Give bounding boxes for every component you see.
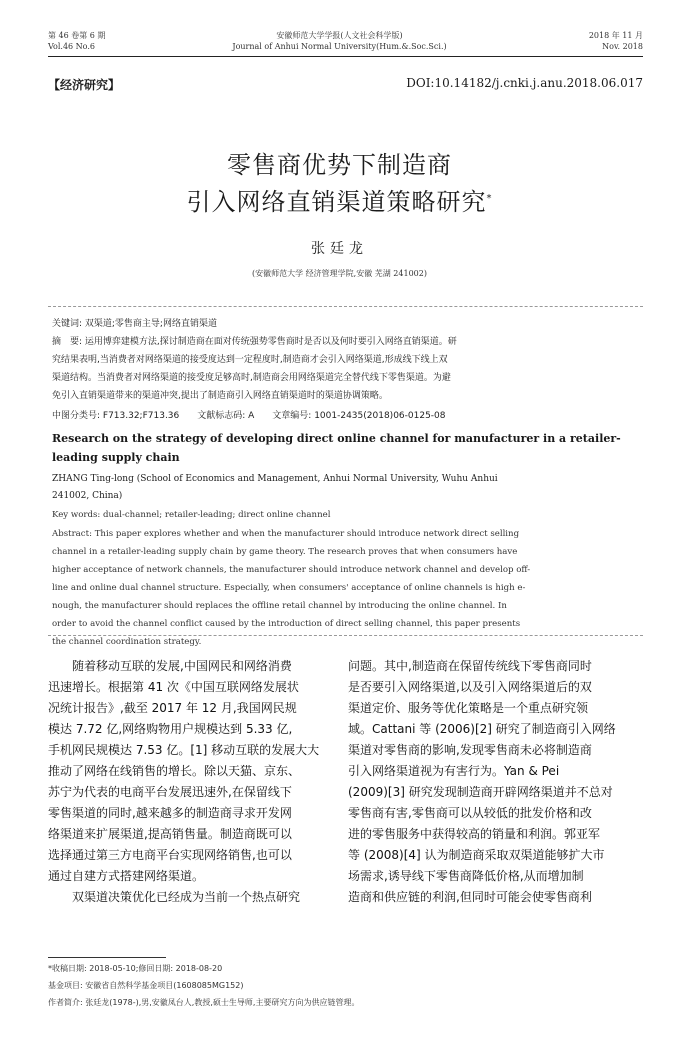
- author-name: 张廷龙: [311, 241, 368, 257]
- body-line: 况统计报告》,截至 2017 年 12 月,我国网民规: [48, 701, 297, 715]
- english-author-line2: 241002, China): [52, 491, 123, 501]
- body-line: 络渠道来扩展渠道,提高销售量。制造商既可以: [48, 827, 292, 841]
- body-line: 通过自建方式搭建网络渠道。: [48, 869, 205, 883]
- body-line: 推动了网络在线销售的增长。除以天猫、京东、: [48, 764, 301, 778]
- article-title-line1: 零售商优势下制造商: [227, 151, 452, 179]
- body-line: 等 (2008)[4] 认为制造商采取双渠道能够扩大市: [348, 848, 605, 862]
- issue-date-cn: 2018 年 11 月: [588, 31, 643, 40]
- section-tag: 【经济研究】: [48, 78, 121, 92]
- english-abstract-line: line and online dual channel structure. Especially, when consumers' acceptance of online channels is high e-: [52, 583, 526, 593]
- body-line: 手机网民规模达 7.53 亿。[1] 移动互联的发展大大: [48, 743, 320, 757]
- abstract-cn-line: 渠道结构。当消费者对网络渠道的接受度足够高时,制造商会用网络渠道完全替代线下零售渠道。为避: [52, 373, 451, 383]
- footnote-funding: 基金项目: 安徽省自然科学基金项目(1608085MG152): [48, 981, 244, 990]
- body-line: 造商和供应链的利润,但同时可能会使零售商利: [348, 890, 592, 904]
- footnote-rule: [48, 957, 166, 958]
- body-line: 随着移动互联的发展,中国网民和网络消费: [48, 659, 292, 673]
- english-title-line1: Research on the strategy of developing direct online channel for manufacturer in a retailer-: [52, 432, 621, 445]
- body-line: 苏宁为代表的电商平台发展迅速外,在保留线下: [48, 785, 292, 799]
- title-footnote-mark: *: [486, 193, 493, 204]
- keywords-cn: 关键词: 双渠道;零售商主导;网络直销渠道: [52, 319, 217, 329]
- abstract-cn-line: 究结果表明,当消费者对网络渠道的接受度达到一定程度时,制造商才会引入网络渠道,形成线下线上双: [52, 355, 448, 365]
- journal-name-en: Journal of Anhui Normal University(Hum.&.Soc.Sci.): [232, 42, 447, 51]
- body-line: 渠道对零售商的影响,发现零售商未必将制造商: [348, 743, 592, 757]
- english-abstract-line: Abstract: This paper explores whether and when the manufacturer should introduce network direct selling: [52, 529, 520, 539]
- body-line: 零售商有害,零售商可以从较低的批发价格和改: [348, 806, 592, 820]
- english-keywords: Key words: dual-channel; retailer-leading; direct online channel: [52, 510, 331, 520]
- body-line: 问题。其中,制造商在保留传统线下零售商同时: [348, 659, 592, 673]
- footnote-author-bio: 作者简介: 张廷龙(1978-),男,安徽凤台人,教授,硕士生导师,主要研究方向为供应链管理。: [48, 998, 360, 1007]
- article-title-line2-text: 引入网络直销渠道策略研究: [186, 188, 487, 216]
- english-abstract-line: the channel coordination strategy.: [52, 637, 202, 647]
- english-abstract-line: nough, the manufacturer should replaces the offline retail channel by introducing the online channel. In: [52, 601, 507, 611]
- header-rule: [48, 56, 643, 57]
- abstract-cn-line: 免引入直销渠道带来的渠道冲突,提出了制造商引入网络直销渠道时的渠道协调策略。: [52, 391, 388, 401]
- body-line: 模达 7.72 亿,网络购物用户规模达到 5.33 亿,: [48, 722, 293, 736]
- body-line: (2009)[3] 研究发现制造商开辟网络渠道并不总对: [348, 785, 613, 799]
- english-author-line1: ZHANG Ting-long (School of Economics and Management, Anhui Normal University, Wuhu Anhui: [52, 474, 498, 484]
- english-abstract-line: channel in a retailer-leading supply chain by game theory. The research proves that when consumers have: [52, 547, 518, 557]
- author-affiliation: (安徽师范大学 经济管理学院,安徽 芜湖 241002): [252, 269, 427, 278]
- volume-issue-en: Vol.46 No.6: [48, 42, 95, 51]
- doi: DOI:10.14182/j.cnki.j.anu.2018.06.017: [406, 76, 643, 90]
- volume-issue-cn: 第 46 卷第 6 期: [48, 31, 106, 40]
- body-line: 进的零售服务中获得较高的销量和利润。郭亚军: [348, 827, 601, 841]
- issue-date: [589, 30, 643, 52]
- english-title-line2: leading supply chain: [52, 451, 180, 464]
- body-line: 双渠道决策优化已经成为当前一个热点研究: [48, 890, 301, 904]
- body-line: 零售渠道的同时,越来越多的制造商寻求开发网: [48, 806, 292, 820]
- english-abstract-line: higher acceptance of network channels, the manufacturer should introduce network channel and develop off-: [52, 565, 531, 575]
- body-line: 渠道定价、服务等优化策略是一个重点研究领: [348, 701, 589, 715]
- journal-name-cn: 安徽师范大学学报(人文社会科学版): [276, 31, 403, 40]
- footnote-received: *收稿日期: 2018-05-10;修回日期: 2018-08-20: [48, 964, 223, 973]
- body-line: 场需求,诱导线下零售商降低价格,从而增加制: [348, 869, 584, 883]
- body-line: 引入网络渠道视为有害行为。Yan & Pei: [348, 764, 560, 778]
- body-line: 迅速增长。根据第 41 次《中国互联网络发展状: [48, 680, 299, 694]
- classification-line: 中图分类号: F713.32;F713.36 文献标志码: A 文章编号: 1001-2435(2018)06-0125-08: [52, 411, 446, 421]
- issue-date-en: Nov. 2018: [602, 42, 643, 51]
- english-abstract-line: order to avoid the channel conflict caused by the introduction of direct selling channel, this paper presents: [52, 619, 521, 629]
- journal-name: [0, 30, 679, 52]
- body-line: 域。Cattani 等 (2006)[2] 研究了制造商引入网络: [348, 722, 616, 736]
- abstract-cn-line: 摘 要: 运用博弈建模方法,探讨制造商在面对传统强势零售商时是否以及何时要引入网络直销渠道。研: [52, 337, 457, 347]
- body-line: 选择通过第三方电商平台实现网络销售,也可以: [48, 848, 292, 862]
- body-line: 是否要引入网络渠道,以及引入网络渠道后的双: [348, 680, 592, 694]
- article-title-line2: [0, 182, 679, 217]
